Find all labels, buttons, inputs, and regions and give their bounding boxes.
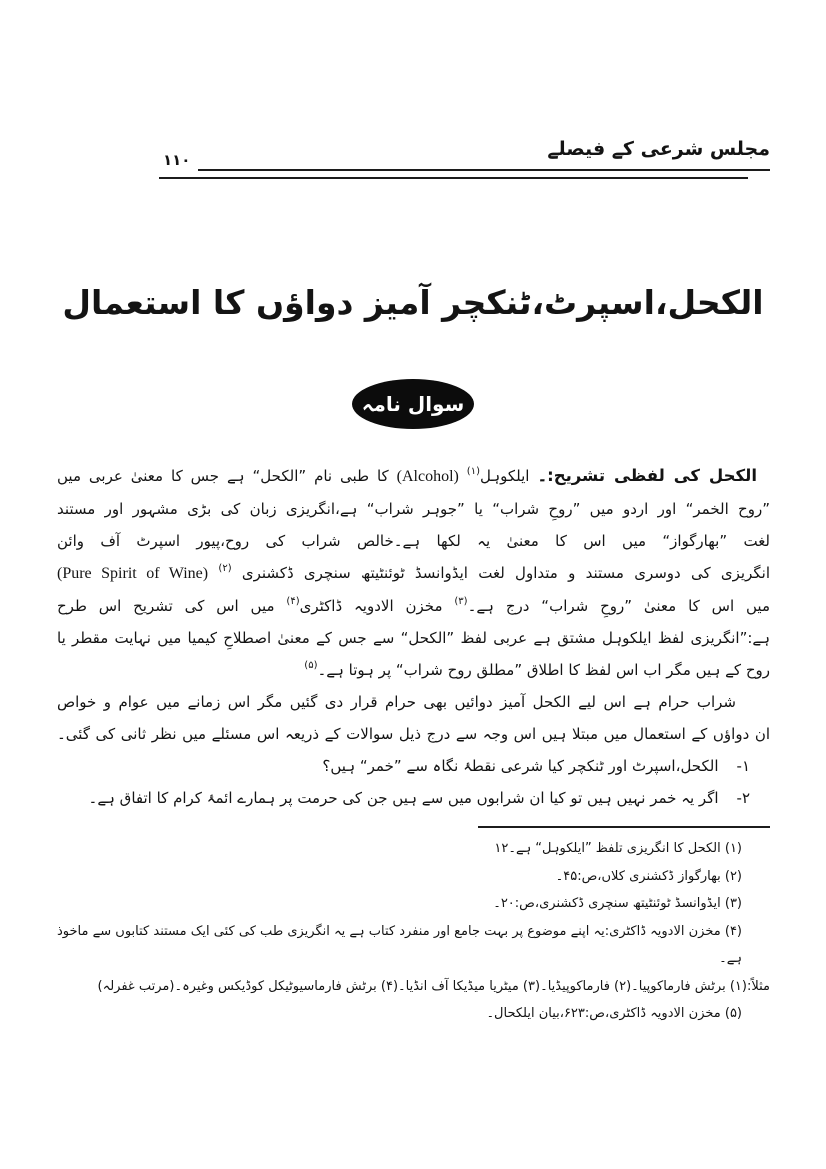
question-item-1: [57, 750, 770, 782]
question-item-2: [57, 782, 770, 814]
footnote-5: (۵) مخزن الادویہ ڈاکٹری،ص:۶۲۳،بیان ایلکحال۔: [486, 1006, 742, 1021]
footnote-2: (۲) بھارگواز ڈکشنری کلاں،ص:۴۵۔: [555, 868, 742, 884]
intro-line-3: [57, 525, 770, 557]
body-segment: روح کے ہیں مگر اب اس لفظ کا اطلاق ”مطلق روح شراب“ پر ہوتا ہے۔: [317, 661, 770, 679]
body-segment: میں اس کی تشریح اس طرح: [57, 597, 275, 615]
book-title: مجلس شرعی کے فیصلے: [547, 138, 770, 160]
intro-line-1: [57, 460, 770, 493]
footnote-ref-2: (۲): [218, 563, 232, 574]
footnote-4-line-1: (۴) مخزن الادویہ ڈاکٹری:یہ اپنے موضوع پر بہت جامع اور منفرد کتاب ہے یہ انگریزی طب کی کئی ایک مستند کتابوں سے ماخوذ ہے۔: [57, 923, 742, 966]
footnote-ref-3: (۳): [454, 596, 468, 607]
page-header: [57, 138, 770, 186]
section-heading: الکحل کی لفظی تشریح:۔: [537, 466, 757, 485]
footnote-3: (۳) ایڈوانسڈ ٹوئنٹیتھ سنچری ڈکشنری،ص:۲۰۔: [493, 896, 742, 911]
footnote-ref-1: (۱): [466, 466, 480, 477]
article-title: الکحل،اسپرٹ،ٹنکچر آمیز دواؤں کا استعمال: [62, 283, 764, 322]
intro-line-2: [57, 493, 770, 525]
header-rule-top: [198, 169, 770, 171]
footnote-ref-5: (۵): [304, 660, 318, 671]
question-text-1: الکحل،اسپرٹ اور ٹنکچر کیا شرعی نقطۂ نگاہ سے ”خمر“ ہیں؟: [322, 757, 719, 775]
latin-term-alcohol: (Alcohol): [396, 468, 459, 485]
body-text: [57, 460, 770, 814]
footnotes-section: [57, 826, 770, 1028]
footnote-4-line-2: مثلاً:(۱) برٹش فارماکوپیا۔(۲) فارماکوپیڈیا۔(۳) میٹریا میڈیکا آف انڈیا۔(۴) برٹش فارماسیوٹیکل کوڈیکس وغیرہ۔(مرتب غفرلہ): [97, 978, 770, 994]
question-badge: سوال نامہ: [352, 379, 474, 429]
intro-line-5: [57, 590, 770, 622]
body-segment: ”روح الخمر“ اور اردو میں ”روحِ شراب“ یا ”جوہر شراب“ ہے،انگریزی زبان کی بڑی مشہور اور مستند: [57, 500, 770, 518]
intro-line-4: [57, 557, 770, 590]
footnote-1: (۱) الکحل کا انگریزی تلفظ ”ایلکوہل“ ہے۔۱۲: [494, 841, 742, 856]
question-number-2: ۲-: [736, 789, 750, 807]
context-line-1: شراب حرام ہے اس لیے الکحل آمیز دوائیں بھی حرام قرار دی گئیں مگر اس زمانے میں عوام و خواص: [57, 693, 736, 711]
footnote-separator-rule: [478, 826, 770, 828]
body-segment: مخزن الادویہ ڈاکٹری: [299, 597, 443, 615]
body-segment: لغت ”بھارگواز“ میں اس کا معنیٰ یہ لکھا ہے۔خالص شراب کی روح،پیور اسپرٹ آف وائن: [57, 532, 770, 550]
body-segment: میں اس کا معنیٰ ”روحِ شراب“ درج ہے۔: [467, 597, 770, 615]
body-segment: ہے:”انگریزی لفظ ایلکوہل مشتق ہے عربی لفظ ”الکحل“ سے جس کے معنیٰ اصطلاحِ کیمیا میں نہایت مقطر یا: [57, 629, 770, 647]
header-rule-bottom: [159, 177, 748, 179]
page-number: ۱۱۰: [163, 151, 191, 169]
context-line-2: ان دواؤں کے استعمال میں مبتلا ہیں اس وجہ سے درج ذیل سوالات کے ذریعہ اس مسئلے میں نظر ثانی کی گئی۔: [57, 725, 770, 743]
body-segment: کا طبی نام ”الکحل“ ہے جس کا معنیٰ عربی میں: [57, 467, 389, 485]
intro-line-6: [57, 622, 770, 654]
footnote-ref-4: (۴): [286, 596, 300, 607]
body-segment: انگریزی کی دوسری مستند و متداول لغت ایڈوانسڈ ٹوئنٹیتھ سنچری ڈکشنری: [241, 564, 770, 582]
intro-line-7: [57, 654, 770, 686]
question-text-2: اگر یہ خمر نہیں ہیں تو کیا ان شرابوں میں سے ہیں جن کی حرمت پر ہمارے ائمۂ کرام کا اتفاق ہے۔: [88, 789, 719, 807]
latin-term-pure-spirit-of-wine: (Pure Spirit of Wine): [57, 565, 209, 582]
body-segment: ایلکوہل: [479, 467, 530, 485]
question-number-1: ۱-: [736, 757, 750, 775]
